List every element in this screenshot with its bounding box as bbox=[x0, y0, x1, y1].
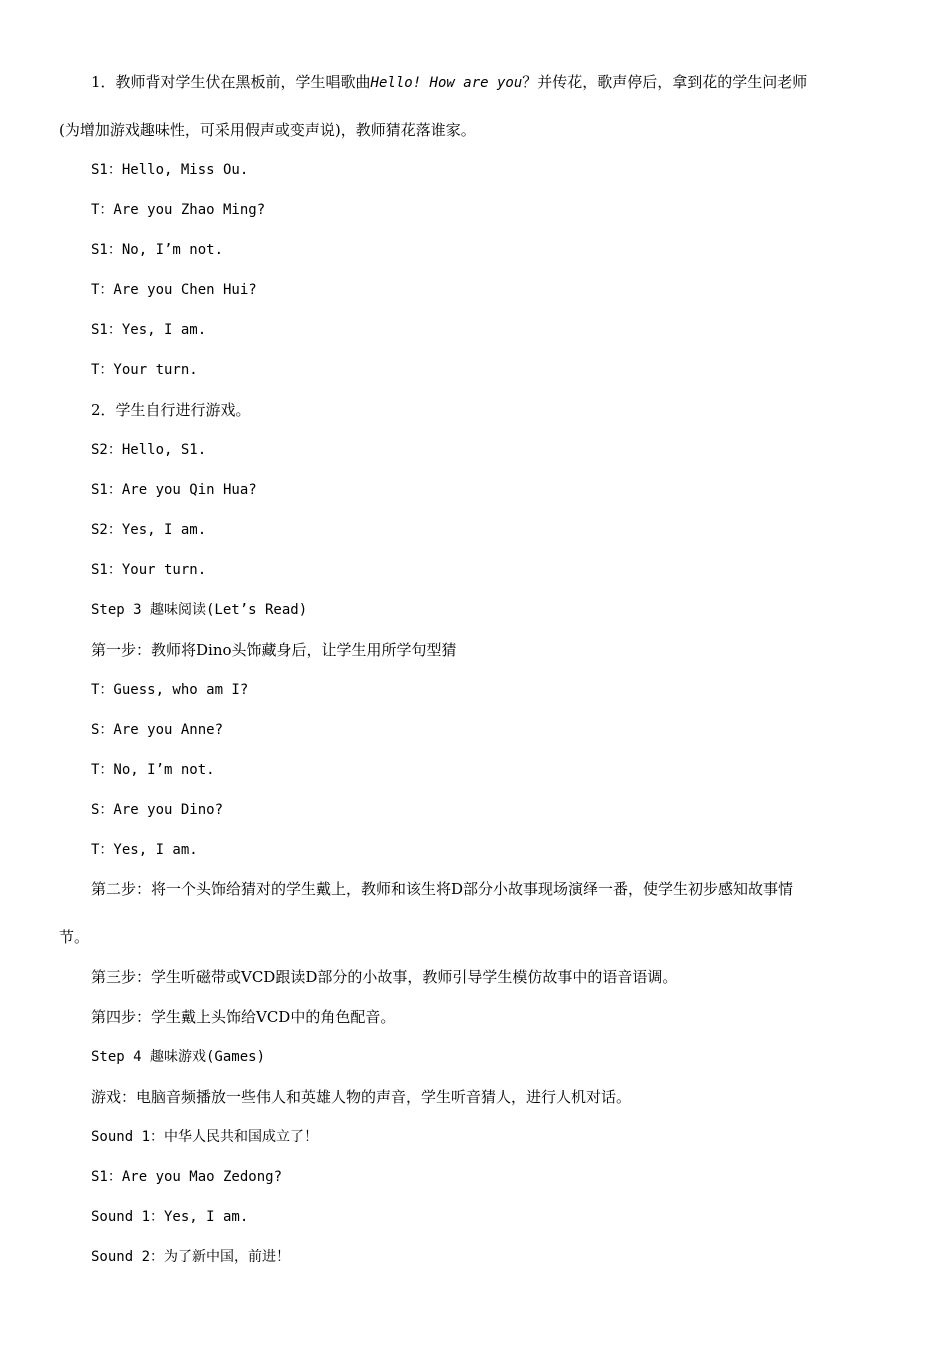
step3-heading: Step 3 趣味阅读(Let’s Read) bbox=[91, 602, 308, 618]
dialog-line: S：Are you Anne? bbox=[91, 722, 224, 738]
dialog-line: S2：Hello, S1. bbox=[91, 442, 207, 458]
step4-game: 游戏：电脑音频播放一些伟人和英雄人物的声音，学生听音猜人，进行人机对话。 bbox=[91, 1088, 632, 1106]
dialog-line: T：Your turn. bbox=[91, 362, 198, 378]
dialog-line: S1：Hello, Miss Ou. bbox=[91, 162, 249, 178]
dialog-line: S2：Yes, I am. bbox=[91, 522, 207, 538]
dialog-line: T：Yes, I am. bbox=[91, 842, 198, 858]
song-title: Hello! How are you bbox=[370, 75, 523, 91]
step4-heading: Step 4 趣味游戏(Games) bbox=[91, 1049, 266, 1065]
item1-prefix: 1．教师背对学生伏在黑板前，学生唱歌曲 bbox=[91, 73, 371, 91]
dialog-line: S1：No, I’m not. bbox=[91, 242, 224, 258]
item1-line1 bbox=[91, 72, 807, 92]
item1-suffix: ？并传花，歌声停后，拿到花的学生问老师 bbox=[522, 73, 808, 91]
step3-second-line2: 节。 bbox=[59, 928, 90, 946]
step3-fourth: 第四步：学生戴上头饰给VCD中的角色配音。 bbox=[91, 1008, 396, 1026]
sound-line: Sound 1：Yes, I am. bbox=[91, 1209, 249, 1225]
step3-first: 第一步：教师将Dino头饰藏身后，让学生用所学句型猜 bbox=[91, 641, 457, 659]
sound-line: Sound 2：为了新中国，前进！ bbox=[91, 1249, 291, 1265]
dialog-line: S1：Are you Qin Hua? bbox=[91, 482, 257, 498]
item2-heading: 2．学生自行进行游戏。 bbox=[91, 401, 251, 419]
step3-third: 第三步：学生听磁带或VCD跟读D部分的小故事，教师引导学生模仿故事中的语音语调。 bbox=[91, 968, 678, 986]
dialog-line: T：Are you Chen Hui? bbox=[91, 282, 257, 298]
dialog-line: S1：Are you Mao Zedong? bbox=[91, 1169, 283, 1185]
dialog-line: S1：Yes, I am. bbox=[91, 322, 207, 338]
dialog-line: S：Are you Dino? bbox=[91, 802, 224, 818]
dialog-line: T：Guess, who am I? bbox=[91, 682, 249, 698]
sound-line: Sound 1：中华人民共和国成立了！ bbox=[91, 1129, 319, 1145]
item1-line2: (为增加游戏趣味性，可采用假声或变声说)，教师猜花落谁家。 bbox=[59, 121, 476, 139]
step3-second-line1: 第二步：将一个头饰给猜对的学生戴上，教师和该生将D部分小故事现场演绎一番，使学生初步感知故事情 bbox=[91, 880, 794, 898]
dialog-line: T：Are you Zhao Ming? bbox=[91, 202, 266, 218]
dialog-line: S1：Your turn. bbox=[91, 562, 207, 578]
dialog-line: T：No, I’m not. bbox=[91, 762, 215, 778]
